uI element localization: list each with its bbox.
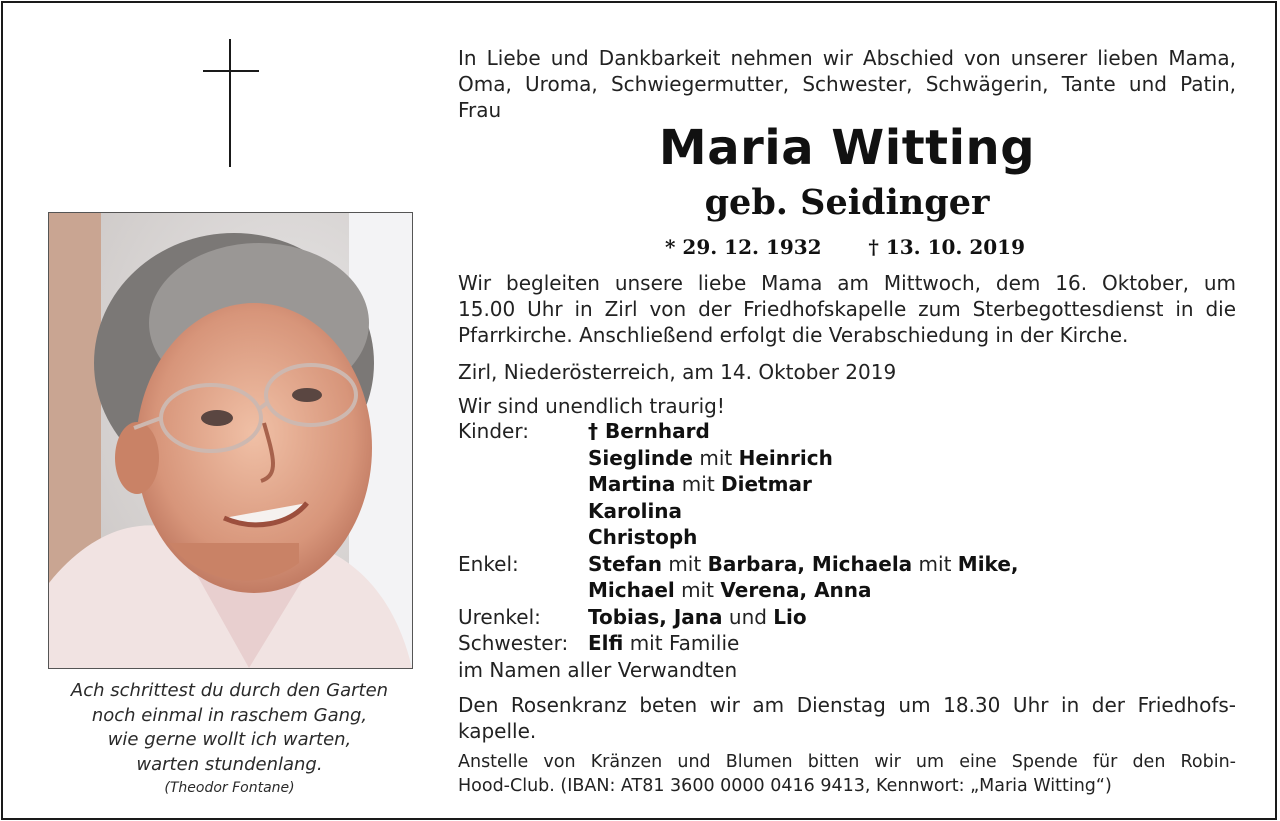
portrait-photo <box>48 212 413 669</box>
family-member: Martina <box>588 472 676 496</box>
rosary-line: kapelle. <box>458 719 537 743</box>
donation-text <box>458 750 1236 798</box>
intro-line: Frau <box>458 98 502 122</box>
intro-line: Oma, Uroma, Schwiegermutter, Schwester, Schwägerin, Tante und Patin, <box>458 72 1236 96</box>
obituary-card <box>1 1 1277 820</box>
family-member: Christoph <box>588 525 698 549</box>
family-member: Verena, Anna <box>720 578 872 602</box>
death-date: † 13. 10. 2019 <box>868 235 1025 259</box>
family-member: Mike, <box>957 552 1019 576</box>
service-line: Pfarrkirche. Anschließend erfolgt die Verabschiedung in der Kirche. <box>458 323 1129 347</box>
poem <box>48 679 411 797</box>
poem-author: (Theodor Fontane) <box>164 780 295 796</box>
place-date: Zirl, Niederösterreich, am 14. Oktober 2019 <box>458 360 897 384</box>
service-line: Wir begleiten unsere liebe Mama am Mittwoch, dem 16. Oktober, um <box>458 271 1236 295</box>
connector: mit Familie <box>629 631 740 655</box>
maiden-name: geb. Seidinger <box>704 182 990 223</box>
family-member: Michael <box>588 578 675 602</box>
mourners-intro: Wir sind unendlich traurig! <box>458 394 725 418</box>
birth-date: * 29. 12. 1932 <box>665 235 822 259</box>
connector: mit <box>681 578 715 602</box>
cross-icon <box>203 39 259 167</box>
deceased-name <box>458 117 1236 179</box>
family-label: Schwester: <box>458 631 569 655</box>
connector: mit <box>918 552 952 576</box>
intro-text <box>458 45 1236 123</box>
family-member: Sieglinde <box>588 446 693 470</box>
poem-line: wie gerne wollt ich warten, <box>107 729 352 750</box>
rosary-text <box>458 692 1236 744</box>
connector: mit <box>681 472 715 496</box>
family-member: Dietmar <box>721 472 812 496</box>
poem-line: noch einmal in raschem Gang, <box>91 704 368 726</box>
family-member: Barbara, Michaela <box>707 552 913 576</box>
poem-line: Ach schrittest du durch den Garten <box>70 680 389 701</box>
family-label: Enkel: <box>458 552 519 576</box>
family-closing-text: im Namen aller Verwandten <box>458 658 738 682</box>
service-text <box>458 270 1236 348</box>
family-label: Kinder: <box>458 419 529 443</box>
family-member: Karolina <box>588 499 683 523</box>
family-member: Heinrich <box>738 446 833 470</box>
family-member: Lio <box>773 605 807 629</box>
deceased-name-text: Maria Witting <box>658 120 1036 176</box>
family-label: Urenkel: <box>458 605 541 629</box>
family-member: † Bernhard <box>588 419 710 443</box>
family-member: Elfi <box>588 631 624 655</box>
family-member: Tobias, Jana <box>588 605 723 629</box>
connector: und <box>728 605 767 629</box>
intro-line: In Liebe und Dankbarkeit nehmen wir Abschied von unserer lieben Mama, <box>458 46 1236 70</box>
poem-line: warten stundenlang. <box>136 753 323 775</box>
connector: mit <box>699 446 733 470</box>
family-member: Stefan <box>588 552 662 576</box>
donation-line: Anstelle von Kränzen und Blumen bitten wir um eine Spende für den Robin- <box>458 752 1236 772</box>
donation-line: Hood-Club. (IBAN: AT81 3600 0000 0416 9413, Kennwort: „Maria Witting“) <box>458 776 1112 796</box>
connector: mit <box>668 552 702 576</box>
rosary-line: Den Rosenkranz beten wir am Dienstag um 18.30 Uhr in der Friedhofs- <box>458 693 1236 717</box>
service-line: 15.00 Uhr in Zirl von der Friedhofskapelle zum Sterbegottesdienst in die <box>458 297 1236 321</box>
